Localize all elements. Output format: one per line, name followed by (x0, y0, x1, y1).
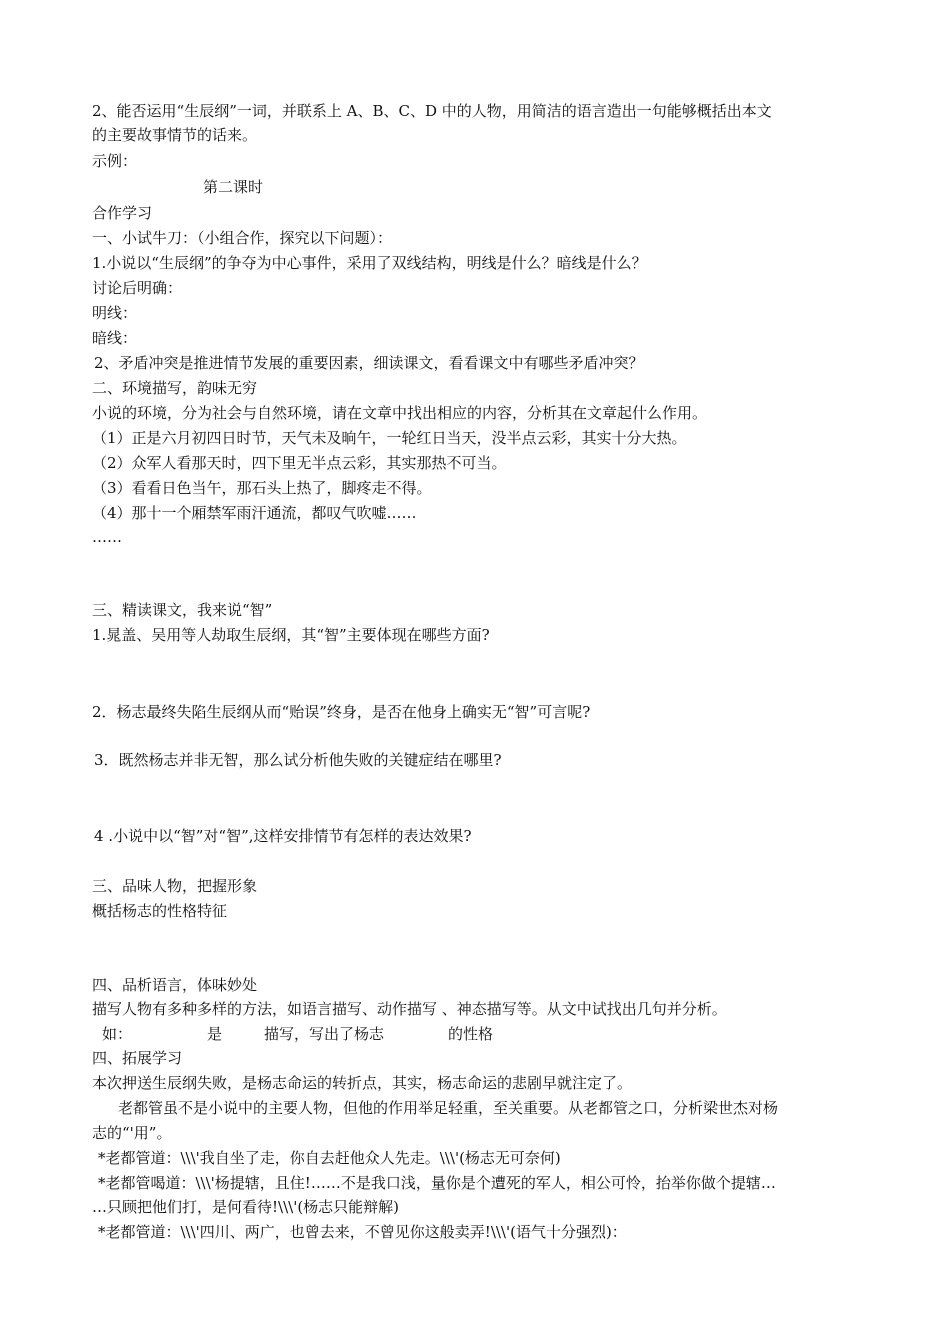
section4b-p1: 本次押送生辰纲失败，是杨志命运的转折点，其实，杨志命运的悲剧早就注定了。 (92, 1074, 633, 1092)
an-line-label: 暗线： (92, 329, 138, 347)
q2-line2: 的主要故事情节的话来。 (92, 126, 258, 144)
quote-2-line1: *老都管喝道：\\\'杨提辖，且住!……不是我口浅，量你是个遭死的军人，相公可怜，抬举你做个提辖… (98, 1174, 776, 1192)
discuss-label: 讨论后明确： (92, 279, 183, 297)
section1-heading: 一、小试牛刀：（小组合作，探究以下问题）： (92, 229, 393, 247)
env-item-2: （2）众军人看那天时，四下里无半点云彩，其实那热不可当。 (92, 454, 507, 472)
lesson-title: 第二课时 (203, 178, 264, 196)
section4b-p2-line1: 老都管虽不是小说中的主要人物，但他的作用举足轻重，至关重要。从老都管之口，分析梁世杰对杨 (118, 1099, 779, 1117)
env-item-3: （3）看看日色当午，那石头上热了，脚疼走不得。 (92, 479, 432, 497)
q2-line1: 2、能否运用“生辰纲”一词，并联系上 A、B、C、D 中的人物，用简洁的语言造出一句能够概括出本文 (92, 102, 772, 120)
section3-q3: 3．既然杨志并非无智，那么试分析他失败的关键症结在哪里? (94, 751, 502, 769)
template-shi: 是 (207, 1025, 223, 1043)
section2-heading: 二、环境描写，韵味无穷 (92, 379, 258, 397)
section3-heading: 三、精读课文，我来说“智” (92, 601, 273, 619)
section3b-task: 概括杨志的性格特征 (92, 902, 228, 920)
section4-intro: 描写人物有多种多样的方法，如语言描写、动作描写 、神态描写等。从文中试找出几句并分析。 (92, 1000, 727, 1018)
section4-heading: 四、品析语言，体味妙处 (92, 976, 258, 994)
example-label: 示例： (92, 152, 138, 170)
env-item-4: （4）那十一个厢禁军雨汗通流，都叹气吹嘘…… (92, 504, 417, 522)
quote-3: *老都管道：\\\'四川、两广，也曾去来，不曾见你这般卖弄!\\\'(语气十分强烈)： (98, 1223, 627, 1241)
section3-q1: 1.晁盖、吴用等人劫取生辰纲，其“智”主要体现在哪些方面? (92, 626, 490, 644)
section3b-heading: 三、品味人物，把握形象 (92, 877, 258, 895)
env-ellipsis: …… (92, 528, 122, 546)
section3-q4: 4 .小说中以“智”对“智”,这样安排情节有怎样的表达效果? (94, 827, 472, 845)
section1-q2: 2、矛盾冲突是推进情节发展的重要因素，细读课文，看看课文中有哪些矛盾冲突？ (94, 354, 644, 372)
template-xingge: 的性格 (448, 1025, 494, 1043)
env-item-1: （1）正是六月初四日时节，天气未及晌午，一轮红日当天，没半点云彩，其实十分大热。 (92, 429, 687, 447)
ming-line-label: 明线： (92, 304, 138, 322)
quote-2-line2: …只顾把他们打，是何看待!\\\'(杨志只能辩解) (92, 1198, 400, 1216)
section3-q2: 2．杨志最终失陷生辰纲从而“贻误”终身，是否在他身上确实无“智”可言呢? (92, 703, 591, 721)
coop-heading: 合作学习 (92, 204, 153, 222)
template-ru: 如： (102, 1025, 133, 1043)
section2-intro: 小说的环境，分为社会与自然环境，请在文章中找出相应的内容，分析其在文章起什么作用。 (92, 404, 708, 422)
section1-q1: 1.小说以“生辰纲”的争夺为中心事件，采用了双线结构，明线是什么？暗线是什么？ (92, 254, 647, 272)
section4b-p2-line2: 志的“'用”。 (92, 1124, 172, 1142)
section4b-heading: 四、拓展学习 (92, 1049, 183, 1067)
template-miaoxie: 描写，写出了杨志 (264, 1025, 385, 1043)
quote-1: *老都管道：\\\'我自坐了走，你自去赶他众人先走。\\\'(杨志无可奈何) (98, 1149, 561, 1167)
